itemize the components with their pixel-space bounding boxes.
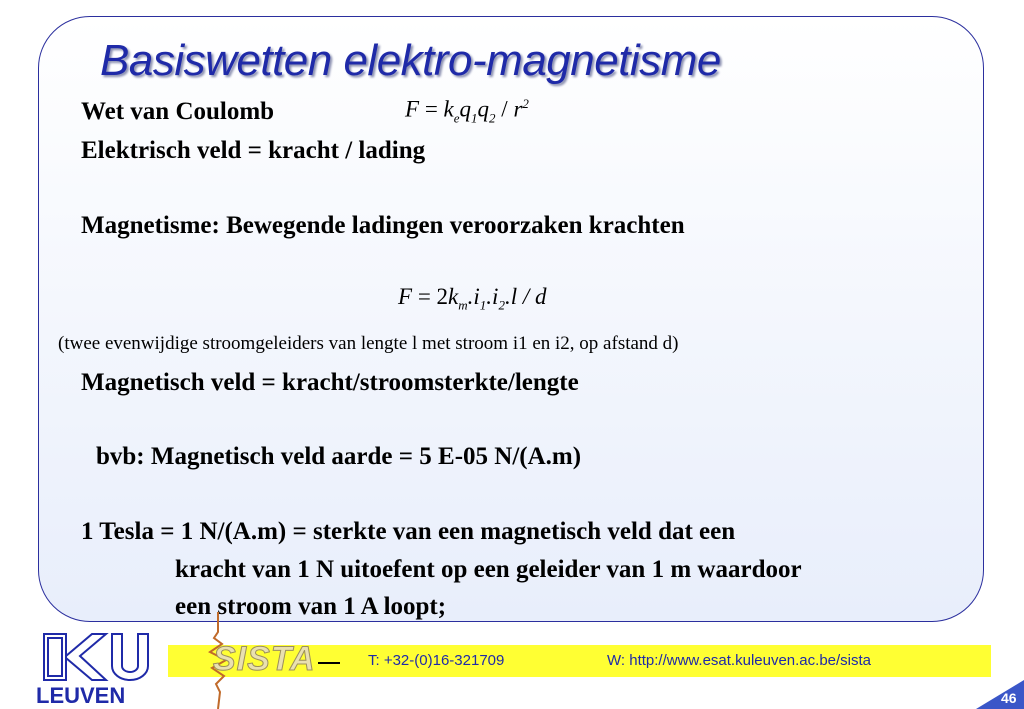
formula-magnetic-force: $F = 2k_m.i_1.i_2.l / d$ bbox=[398, 284, 547, 313]
line-tesla-3: een stroom van 1 A loopt; bbox=[175, 593, 447, 620]
leuven-logo-text: LEUVEN bbox=[36, 683, 126, 708]
slide-title: Basiswetten elektro-magnetisme bbox=[100, 36, 721, 85]
line-magnetism: Magnetisme: Bewegende ladingen veroorzaken krachten bbox=[81, 212, 685, 239]
line-tesla-1: 1 Tesla = 1 N/(A.m) = sterkte van een magnetisch veld dat een bbox=[81, 518, 736, 545]
footer-phone: T: +32-(0)16-321709 bbox=[368, 652, 505, 669]
line-magnetic-field: Magnetisch veld = kracht/stroomsterkte/lengte bbox=[81, 369, 579, 396]
page-number: 46 bbox=[1001, 690, 1017, 706]
sista-logo-text: SISTA bbox=[213, 640, 316, 678]
footer-web-link[interactable]: W: http://www.esat.kuleuven.ac.be/sista bbox=[607, 652, 872, 669]
line-electric-field: Elektrisch veld = kracht / lading bbox=[81, 137, 426, 164]
ku-logo-icon bbox=[40, 628, 160, 684]
note-parallel-conductors: (twee evenwijdige stroomgeleiders van lengte l met stroom i1 en i2, op afstand d) bbox=[58, 333, 679, 354]
line-coulomb: Wet van Coulomb bbox=[81, 98, 275, 125]
formula-coulomb: $F = k_eq_1q_2 / r^2$ bbox=[405, 96, 529, 126]
line-tesla-2: kracht van 1 N uitoefent op een geleider van 1 m waardoor bbox=[175, 556, 802, 583]
sista-underline bbox=[318, 662, 340, 664]
line-earth-field: bvb: Magnetisch veld aarde = 5 E-05 N/(A.m) bbox=[96, 443, 582, 470]
